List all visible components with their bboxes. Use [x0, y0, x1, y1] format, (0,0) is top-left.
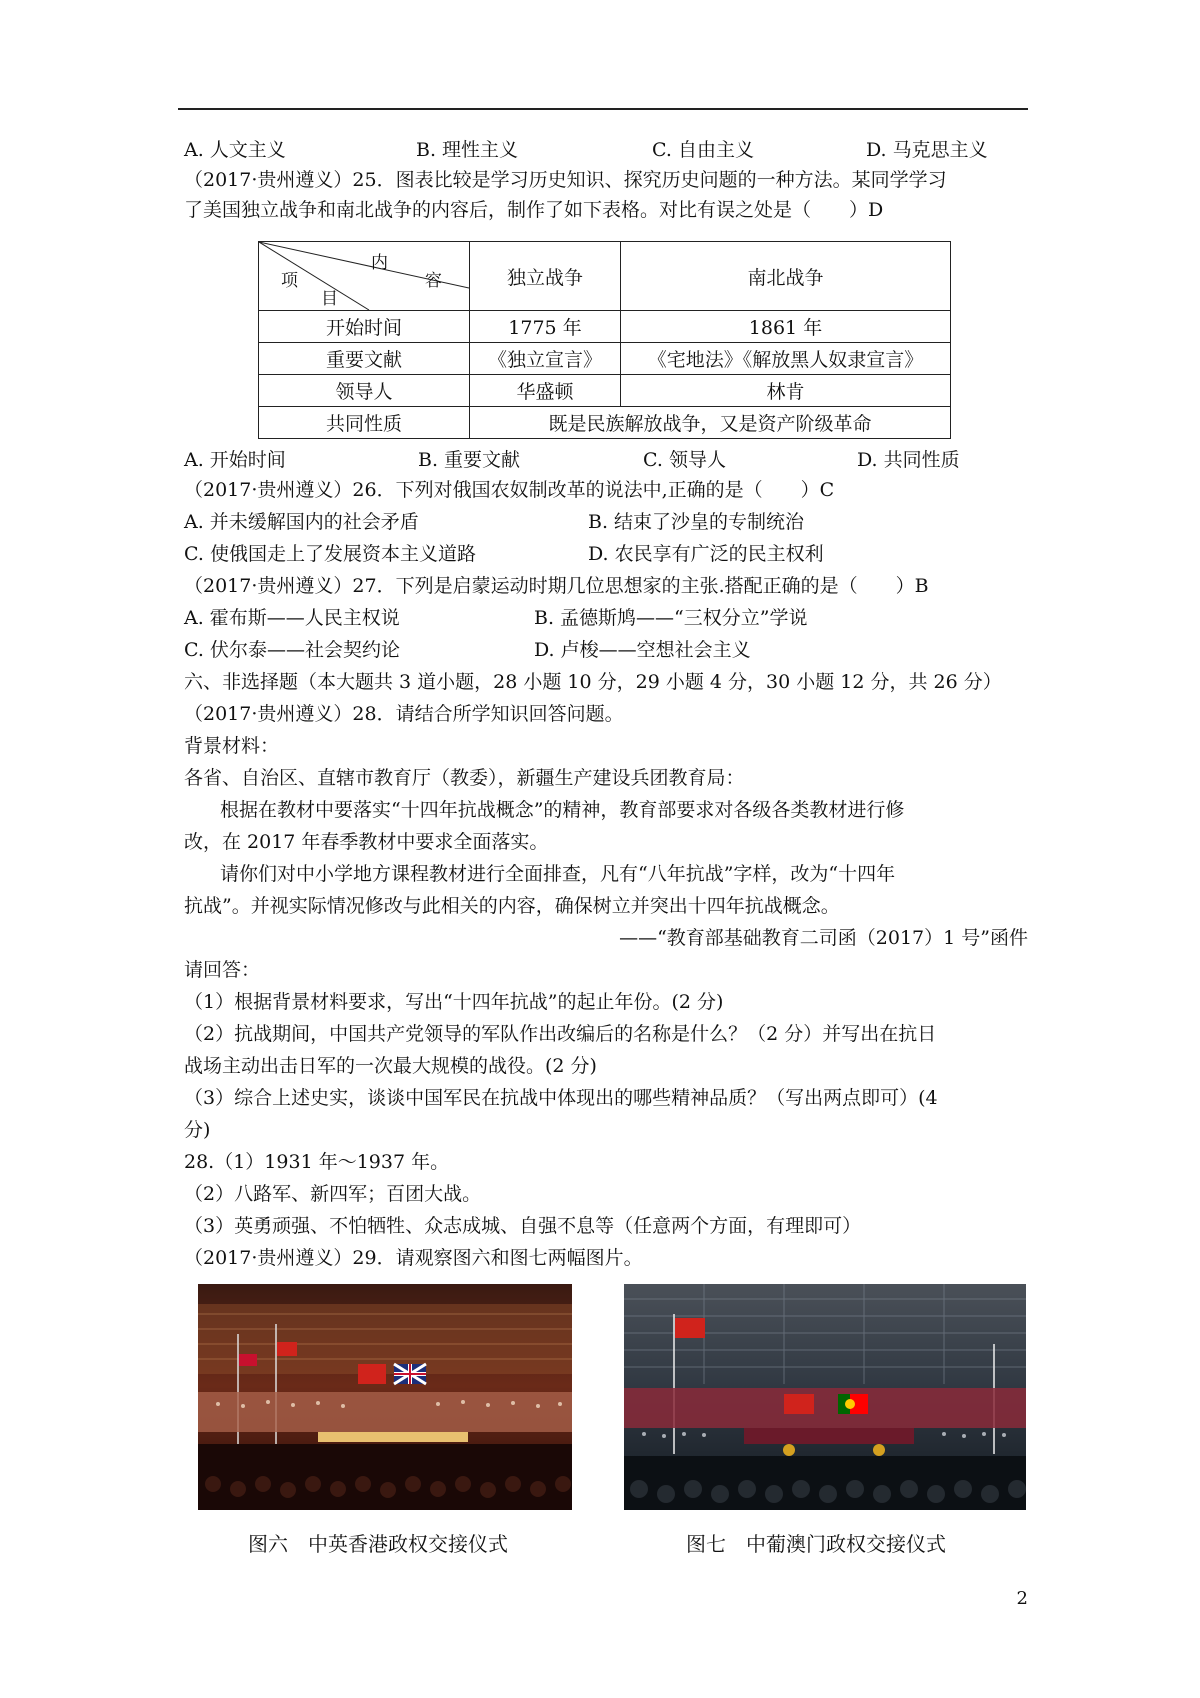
- q27-option-c: C. 伏尔泰——社会契约论: [184, 639, 400, 661]
- cell-civil: 林肯: [621, 375, 951, 407]
- table-header-civil-war: 南北战争: [621, 242, 951, 311]
- cell-independence: 1775 年: [470, 311, 621, 343]
- corner-label-rong: 容: [425, 271, 442, 291]
- q28-answer3: （3）英勇顽强、不怕牺牲、众志成城、自强不息等（任意两个方面，有理即可）: [184, 1215, 862, 1237]
- cell-civil: 《宅地法》《解放黑人奴隶宣言》: [621, 343, 951, 375]
- q28-sub1: （1）根据背景材料要求，写出“十四年抗战”的起止年份。(2 分): [184, 991, 724, 1013]
- q25-option-c: C. 领导人: [643, 449, 726, 471]
- q24-option-b: B. 理性主义: [416, 139, 519, 161]
- q25-option-b: B. 重要文献: [418, 449, 521, 471]
- q25-stem-line2: 了美国独立战争和南北战争的内容后，制作了如下表格。对比有误之处是（ ）D: [184, 199, 884, 221]
- background-paragraph1-line2: 改，在 2017 年春季教材中要求全面落实。: [184, 831, 549, 853]
- background-recipients: 各省、自治区、直辖市教育厅（教委），新疆生产建设兵团教育局：: [184, 767, 745, 789]
- q25-stem-line1: （2017·贵州遵义）25．图表比较是学习历史知识、探究历史问题的一种方法。某同学学习: [184, 169, 947, 191]
- row-label: 共同性质: [259, 407, 470, 439]
- background-paragraph2-line2: 抗战”。并视实际情况修改与此相关的内容，确保树立并突出十四年抗战概念。: [184, 895, 840, 917]
- figure-six-caption: 图六 中英香港政权交接仪式: [248, 1532, 508, 1556]
- q26-option-c: C. 使俄国走上了发展资本主义道路: [184, 543, 476, 565]
- cell-independence: 华盛顿: [470, 375, 621, 407]
- table-row: [259, 343, 951, 375]
- table-row: [259, 407, 951, 439]
- q27-option-a: A. 霍布斯——人民主权说: [184, 607, 400, 629]
- cell-independence: 《独立宣言》: [470, 343, 621, 375]
- table-corner-cell: [259, 242, 470, 311]
- q27-option-b: B. 孟德斯鸠——“三权分立”学说: [534, 607, 808, 629]
- figure-seven-caption: 图七 中葡澳门政权交接仪式: [686, 1532, 946, 1556]
- table-row: [259, 311, 951, 343]
- page-number: 2: [1016, 1588, 1028, 1609]
- background-paragraph2-line1: 请你们对中小学地方课程教材进行全面排查，凡有“八年抗战”字样，改为“十四年: [220, 863, 896, 885]
- row-label: 领导人: [259, 375, 470, 407]
- header-rule: [178, 108, 1028, 110]
- q26-option-b: B. 结束了沙皇的专制统治: [588, 511, 805, 533]
- q28-answer1: 28.（1）1931 年～1937 年。: [184, 1151, 450, 1173]
- corner-label-mu: 目: [321, 289, 338, 309]
- q26-stem: （2017·贵州遵义）26．下列对俄国农奴制改革的说法中,正确的是（ ）C: [184, 479, 835, 501]
- corner-label-nei: 内: [371, 253, 388, 273]
- q25-option-a: A. 开始时间: [184, 449, 286, 471]
- q27-stem: （2017·贵州遵义）27．下列是启蒙运动时期几位思想家的主张.搭配正确的是（ ）B: [184, 575, 929, 597]
- background-source: ——“教育部基础教育二司函（2017）1 号”函件: [619, 927, 1028, 949]
- q24-option-a: A. 人文主义: [184, 139, 286, 161]
- q26-option-d: D. 农民享有广泛的民主权利: [588, 543, 824, 565]
- background-paragraph1-line1: 根据在教材中要落实“十四年抗战概念”的精神，教育部要求对各级各类教材进行修: [220, 799, 905, 821]
- q28-ask: 请回答：: [184, 959, 261, 981]
- comparison-table: [258, 241, 951, 439]
- macao-handover-illustration: [624, 1284, 1026, 1510]
- q28-sub3-line2: 分): [184, 1119, 211, 1141]
- table-row: [259, 375, 951, 407]
- hong-kong-handover-photo: [198, 1284, 572, 1510]
- row-label: 开始时间: [259, 311, 470, 343]
- q27-option-d: D. 卢梭——空想社会主义: [534, 639, 751, 661]
- q28-sub2-line1: （2）抗战期间，中国共产党领导的军队作出改编后的名称是什么？（2 分）并写出在抗日: [184, 1023, 937, 1045]
- corner-label-xiang: 项: [281, 271, 298, 291]
- cell-merged: 既是民族解放战争，又是资产阶级革命: [470, 407, 951, 439]
- hong-kong-handover-illustration: [198, 1284, 572, 1510]
- background-title: 背景材料：: [184, 735, 280, 757]
- section-six-heading: 六、非选择题（本大题共 3 道小题，28 小题 10 分，29 小题 4 分，30 小题 12 分，共 26 分）: [184, 671, 1002, 693]
- q24-option-c: C. 自由主义: [652, 139, 754, 161]
- q28-sub2-line2: 战场主动出击日军的一次最大规模的战役。(2 分): [184, 1055, 597, 1077]
- q25-option-d: D. 共同性质: [857, 449, 960, 471]
- q29-stem: （2017·贵州遵义）29．请观察图六和图七两幅图片。: [184, 1247, 643, 1269]
- q26-option-a: A. 并未缓解国内的社会矛盾: [184, 511, 419, 533]
- cell-civil: 1861 年: [621, 311, 951, 343]
- q24-option-d: D. 马克思主义: [866, 139, 988, 161]
- row-label: 重要文献: [259, 343, 470, 375]
- q28-answer2: （2）八路军、新四军；百团大战。: [184, 1183, 482, 1205]
- table-header-independence-war: 独立战争: [470, 242, 621, 311]
- q28-sub3-line1: （3）综合上述史实，谈谈中国军民在抗战中体现出的哪些精神品质？（写出两点即可）(4: [184, 1087, 938, 1109]
- q28-stem: （2017·贵州遵义）28．请结合所学知识回答问题。: [184, 703, 624, 725]
- macao-handover-photo: [624, 1284, 1026, 1510]
